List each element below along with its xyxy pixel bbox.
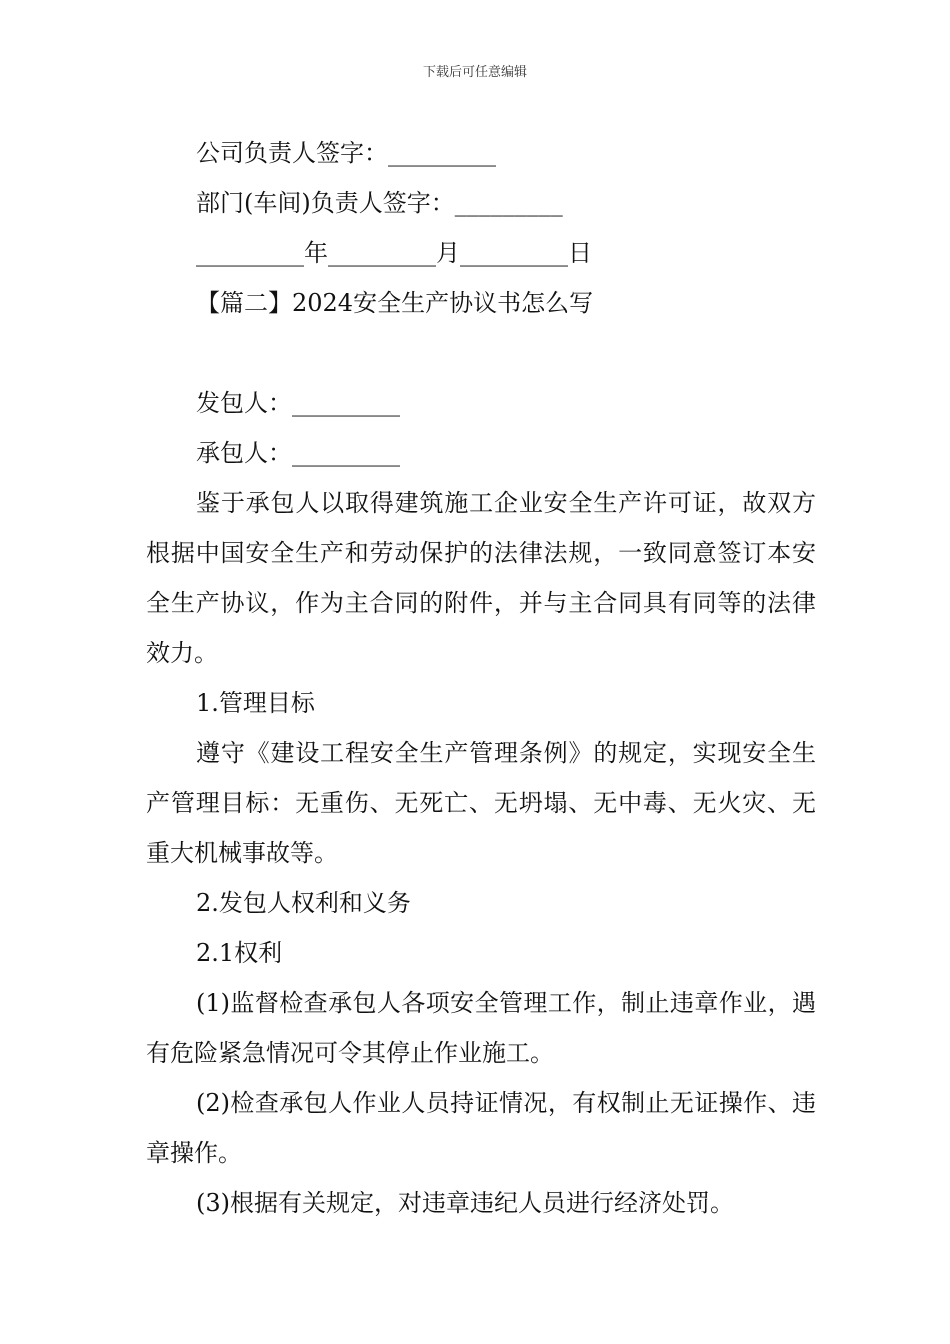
blank-gap (146, 328, 816, 378)
company-signature-line: 公司负责人签字：_________ (196, 139, 496, 167)
date-line: _________年_________月_________日 (196, 239, 592, 267)
right-2-paragraph: (2)检查承包人作业人员持证情况，有权制止无证操作、违章操作。 (146, 1089, 816, 1167)
right-3-paragraph: (3)根据有关规定，对违章违纪人员进行经济处罚。 (196, 1189, 734, 1217)
item1-heading: 1.管理目标 (196, 689, 315, 717)
item2-1-heading: 2.1权利 (196, 939, 283, 967)
right-1-paragraph: (1)监督检查承包人各项安全管理工作，制止违章作业，遇有危险紧急情况可令其停止作业施工。 (146, 989, 816, 1067)
department-signature-line: 部门(车间)负责人签字：_________ (196, 189, 563, 217)
party-a-line: 发包人：_________ (196, 389, 400, 417)
intro-paragraph: 鉴于承包人以取得建筑施工企业安全生产许可证，故双方根据中国安全生产和劳动保护的法律法规，一致同意签订本安全生产协议，作为主合同的附件，并与主合同具有同等的法律效力。 (146, 489, 816, 667)
document-body (146, 128, 816, 1228)
item1-paragraph: 遵守《建设工程安全生产管理条例》的规定，实现安全生产管理目标：无重伤、无死亡、无坍塌、无中毒、无火灾、无重大机械事故等。 (146, 739, 816, 867)
item2-heading: 2.发包人权利和义务 (196, 889, 411, 917)
section-title: 【篇二】2024安全生产协议书怎么写 (196, 289, 594, 317)
party-b-line: 承包人：_________ (196, 439, 400, 467)
header-note: 下载后可任意编辑 (422, 65, 527, 80)
